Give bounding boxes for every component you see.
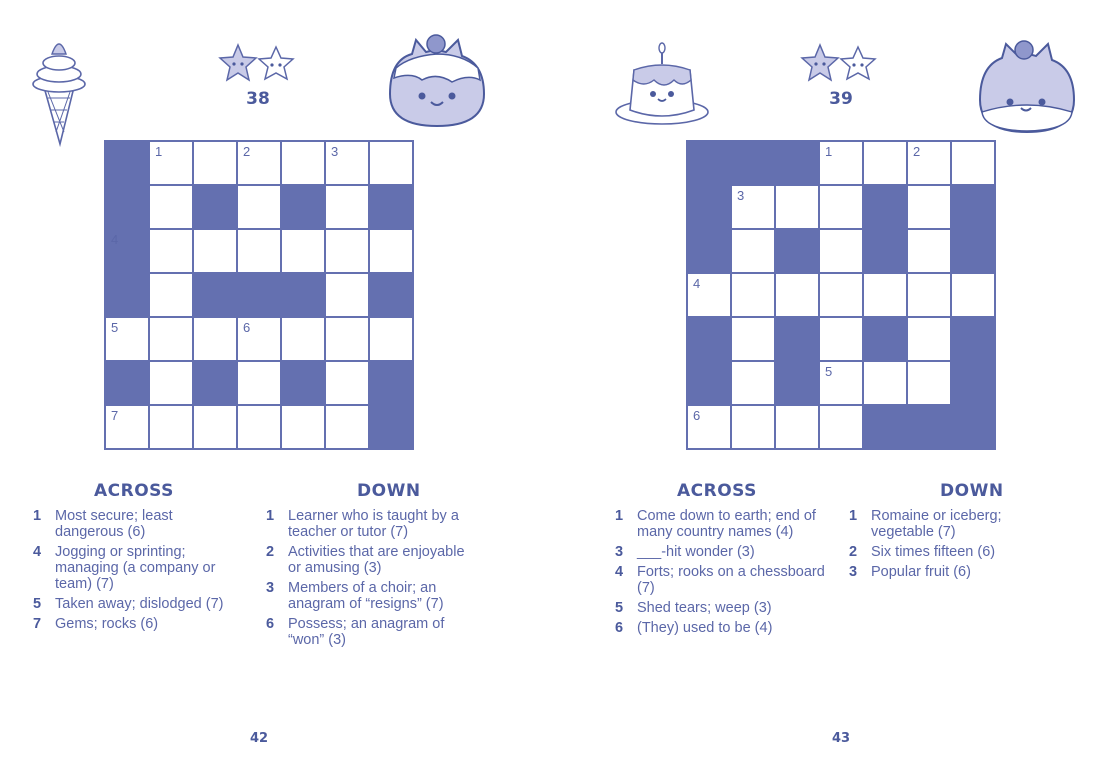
clue-item: 1 Learner who is taught by a teacher or tutor (7) (266, 508, 459, 540)
cell-number: 3 (737, 188, 745, 203)
grid-cell[interactable] (194, 230, 238, 274)
clue-item: 3 ___-hit wonder (3) (615, 544, 755, 560)
grid-block (952, 186, 996, 230)
cell-number: 4 (111, 232, 119, 247)
grid-block (864, 406, 908, 450)
cell-number: 7 (111, 408, 119, 423)
clue-item: 1 Most secure; least dangerous (6) (33, 508, 173, 540)
grid-block (688, 362, 732, 406)
grid-block (908, 406, 952, 450)
page-number: 43 (831, 731, 851, 746)
grid-cell[interactable] (370, 230, 414, 274)
grid-cell[interactable] (150, 406, 194, 450)
grid-cell[interactable] (688, 406, 732, 450)
grid-block (370, 406, 414, 450)
clue-item: 2 Activities that are enjoyable or amusing (3) (266, 544, 465, 576)
grid-cell[interactable] (732, 318, 776, 362)
grid-cell[interactable] (820, 362, 864, 406)
grid-cell[interactable] (194, 318, 238, 362)
grid-block (370, 362, 414, 406)
clue-item: 1 Come down to earth; end of many country names (4) (615, 508, 816, 540)
page-number: 42 (249, 731, 269, 746)
grid-cell[interactable] (732, 362, 776, 406)
grid-cell[interactable] (820, 406, 864, 450)
grid-block (952, 406, 996, 450)
grid-cell[interactable] (150, 274, 194, 318)
clue-item: 5 Taken away; dislodged (7) (33, 596, 224, 612)
grid-block (106, 230, 150, 274)
cell-number: 3 (331, 144, 339, 159)
cell-number: 1 (825, 144, 833, 159)
grid-cell[interactable] (326, 406, 370, 450)
across-clues (615, 508, 835, 640)
grid-cell[interactable] (776, 406, 820, 450)
grid-cell[interactable] (908, 318, 952, 362)
grid-block (194, 274, 238, 318)
cell-number: 2 (913, 144, 921, 159)
across-heading: ACROSS (94, 481, 174, 501)
grid-block (238, 274, 282, 318)
grid-cell[interactable] (864, 274, 908, 318)
grid-block (688, 142, 732, 186)
grid-cell[interactable] (238, 362, 282, 406)
clue-item: 3 Popular fruit (6) (849, 564, 971, 580)
grid-cell[interactable] (150, 142, 194, 186)
grid-cell[interactable] (326, 362, 370, 406)
grid-block (106, 142, 150, 186)
puzzle-number: 39 (829, 89, 853, 109)
cell-number: 5 (825, 364, 833, 379)
grid-cell[interactable] (688, 274, 732, 318)
grid-cell[interactable] (908, 274, 952, 318)
grid-cell[interactable] (908, 230, 952, 274)
grid-block (370, 274, 414, 318)
grid-block (776, 142, 820, 186)
grid-cell[interactable] (732, 230, 776, 274)
grid-cell[interactable] (106, 406, 150, 450)
cell-number: 6 (693, 408, 701, 423)
grid-cell[interactable] (326, 142, 370, 186)
grid-cell[interactable] (150, 186, 194, 230)
clue-item: 2 Six times fifteen (6) (849, 544, 996, 560)
grid-cell[interactable] (864, 362, 908, 406)
grid-cell[interactable] (106, 318, 150, 362)
cat-mochi-illustration (382, 32, 490, 132)
grid-cell[interactable] (820, 274, 864, 318)
crossword-grid-38 (104, 140, 414, 450)
clue-item: 6 Possess; an anagram of “won” (3) (266, 616, 445, 648)
cell-number: 2 (243, 144, 251, 159)
grid-cell[interactable] (150, 362, 194, 406)
clue-item: 1 Romaine or iceberg; vegetable (7) (849, 508, 1002, 540)
grid-block (952, 362, 996, 406)
grid-block (776, 230, 820, 274)
grid-block (282, 186, 326, 230)
grid-cell[interactable] (282, 406, 326, 450)
grid-cell[interactable] (820, 230, 864, 274)
grid-block (776, 362, 820, 406)
grid-cell[interactable] (732, 274, 776, 318)
crossword-grid-39 (686, 140, 996, 450)
grid-cell[interactable] (238, 186, 282, 230)
across-heading: ACROSS (677, 481, 757, 501)
grid-block (106, 362, 150, 406)
grid-block (732, 142, 776, 186)
grid-block (282, 362, 326, 406)
grid-block (106, 186, 150, 230)
clue-item: 5 Shed tears; weep (3) (615, 600, 772, 616)
grid-cell[interactable] (238, 142, 282, 186)
grid-cell[interactable] (194, 406, 238, 450)
grid-block (864, 318, 908, 362)
grid-cell[interactable] (150, 318, 194, 362)
grid-cell[interactable] (326, 274, 370, 318)
grid-block (952, 318, 996, 362)
down-heading: DOWN (940, 481, 1004, 501)
grid-block (688, 230, 732, 274)
page-43 (550, 0, 1100, 776)
puzzle-number: 38 (246, 89, 270, 109)
grid-cell[interactable] (326, 230, 370, 274)
clue-item: 3 Members of a choir; an anagram of “resigns” (7) (266, 580, 444, 612)
grid-cell[interactable] (282, 230, 326, 274)
grid-block (370, 186, 414, 230)
grid-cell[interactable] (326, 186, 370, 230)
grid-block (282, 274, 326, 318)
grid-block (952, 230, 996, 274)
grid-cell[interactable] (238, 406, 282, 450)
grid-cell[interactable] (732, 186, 776, 230)
grid-block (106, 274, 150, 318)
clue-item: 4 Jogging or sprinting; managing (a company or team) (7) (33, 544, 216, 592)
grid-cell[interactable] (282, 318, 326, 362)
grid-block (864, 230, 908, 274)
down-clues (266, 508, 480, 652)
down-clues (849, 508, 1029, 584)
grid-cell[interactable] (326, 318, 370, 362)
clue-item: 4 Forts; rooks on a chessboard (7) (615, 564, 825, 596)
grid-block (864, 186, 908, 230)
grid-cell[interactable] (820, 142, 864, 186)
grid-cell[interactable] (282, 142, 326, 186)
grid-cell[interactable] (908, 186, 952, 230)
down-heading: DOWN (357, 481, 421, 501)
grid-cell[interactable] (820, 318, 864, 362)
grid-block (194, 362, 238, 406)
grid-cell[interactable] (776, 186, 820, 230)
grid-cell[interactable] (952, 274, 996, 318)
cat-mochi-illustration (974, 36, 1078, 136)
cell-number: 5 (111, 320, 119, 335)
grid-block (776, 318, 820, 362)
cell-number: 1 (155, 144, 163, 159)
cell-number: 4 (693, 276, 701, 291)
grid-cell[interactable] (238, 318, 282, 362)
grid-cell[interactable] (238, 230, 282, 274)
grid-cell[interactable] (952, 142, 996, 186)
grid-block (688, 318, 732, 362)
clue-item: 6 (They) used to be (4) (615, 620, 773, 636)
grid-block (194, 186, 238, 230)
across-clues (33, 508, 243, 636)
grid-block (688, 186, 732, 230)
grid-cell[interactable] (908, 142, 952, 186)
grid-cell[interactable] (864, 142, 908, 186)
pudding-cake-illustration (614, 36, 712, 131)
grid-cell[interactable] (370, 142, 414, 186)
grid-cell[interactable] (732, 406, 776, 450)
grid-cell[interactable] (776, 274, 820, 318)
grid-cell[interactable] (820, 186, 864, 230)
clue-item: 7 Gems; rocks (6) (33, 616, 159, 632)
stars-icon (800, 42, 882, 84)
ice-cream-illustration (30, 32, 88, 147)
cell-number: 6 (243, 320, 251, 335)
stars-icon (218, 42, 300, 84)
grid-cell[interactable] (150, 230, 194, 274)
grid-cell[interactable] (908, 362, 952, 406)
grid-cell[interactable] (370, 318, 414, 362)
grid-cell[interactable] (194, 142, 238, 186)
